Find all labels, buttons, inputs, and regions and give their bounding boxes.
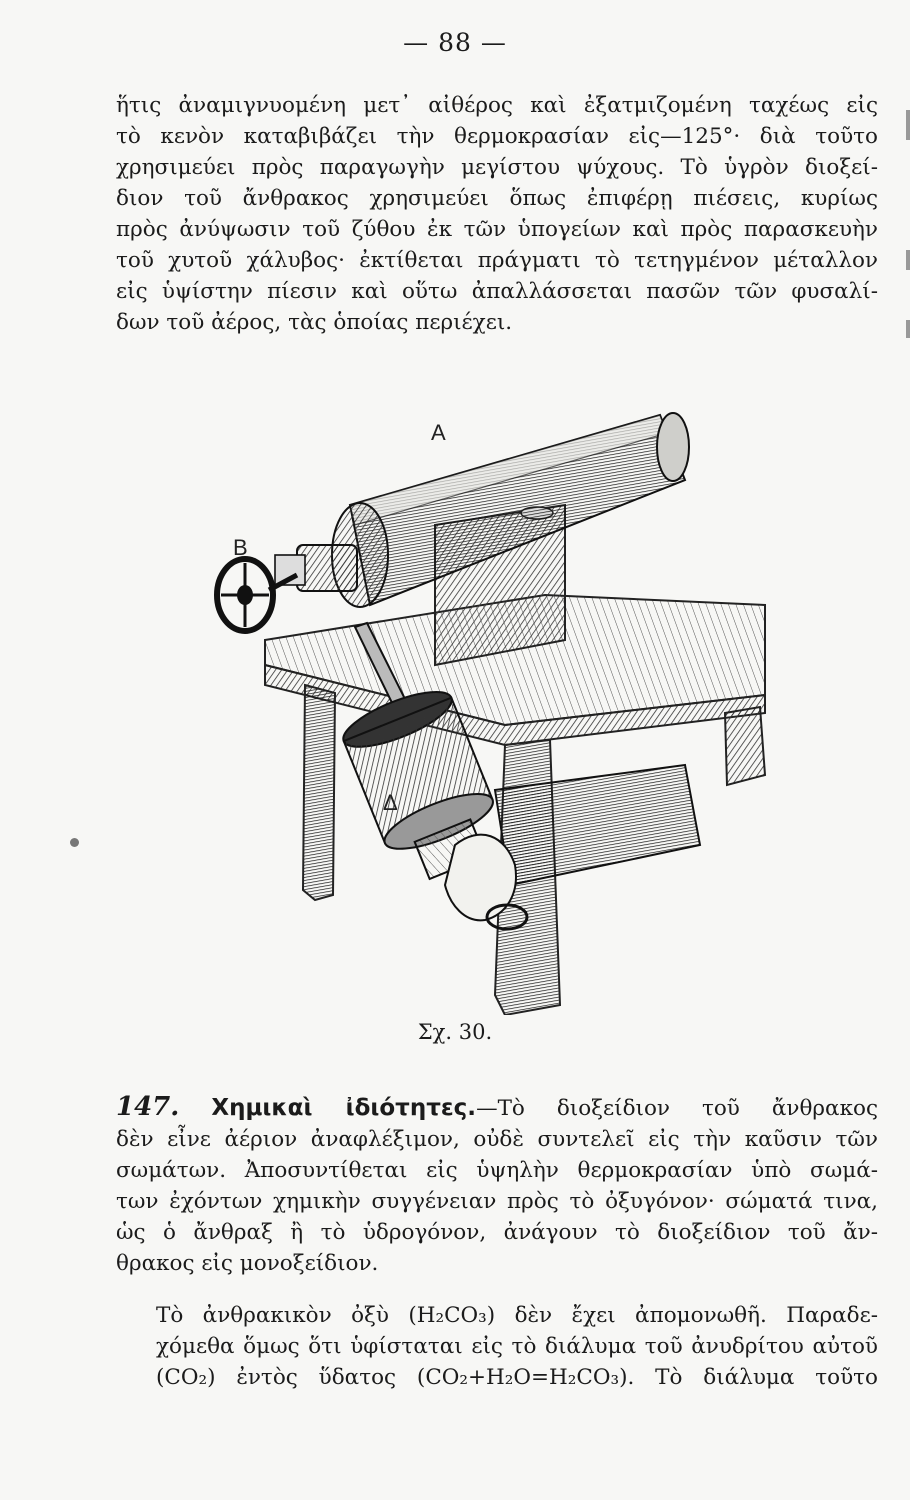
text-line: ἥτις ἀναμιγνυομένη μετ᾽ αἰθέρος καὶ ἐξατμιζομένη ταχέως εἰς [116, 93, 878, 118]
text-line: χρησιμεύει πρὸς παραγωγὴν μεγίστου ψύχους. Τὸ ὑγρὸν διοξεί- [116, 155, 878, 180]
text-line: τὸ κενὸν καταβιβάζει τὴν θερμοκρασίαν εἰς—125°· διὰ τοῦτο [116, 124, 878, 149]
figure-co2-cylinder-engraving [205, 395, 805, 1015]
valve-assembly [275, 545, 357, 591]
engraving-illustration [205, 395, 805, 1015]
page-edge-mark [906, 250, 910, 270]
text-line: δων τοῦ ἀέρος, τὰς ὁποίας περιέχει. [116, 310, 513, 335]
text-line: θρακος εἰς μονοξείδιον. [116, 1251, 379, 1276]
text-line: των ἐχόντων χημικὴν συγγένειαν πρὸς τὸ ὀξυγόνον· σώματά τινα, [116, 1189, 878, 1214]
text-line: χόμεθα ὅμως ὅτι ὑφίσταται εἰς τὸ διάλυμα τοῦ ἀνυδρίτου αὐτοῦ [156, 1334, 878, 1359]
paragraph-carbonic-acid [116, 1300, 878, 1393]
figure-caption: Σχ. 30. [417, 1020, 493, 1044]
text-line: δὲν εἶνε ἀέριον ἀναφλέξιμον, οὐδὲ συντελεῖ εἰς τὴν καῦσιν τῶν [116, 1127, 878, 1152]
text-line: πρὸς ἀνύψωσιν τοῦ ζύθου ἐκ τῶν ὑπογείων καὶ πρὸς παρασκευὴν [116, 217, 878, 242]
label-b: B [233, 535, 248, 560]
page-number: — 88 — [403, 28, 507, 57]
page-edge-mark [906, 110, 910, 140]
page-edge-mark [906, 320, 910, 338]
section-147 [116, 1092, 878, 1279]
label-delta: Δ [383, 790, 398, 815]
section-first-line-text: —Τὸ διοξείδιον τοῦ ἄνθρακος [476, 1096, 878, 1121]
section-title: Χημικαὶ ἰδιότητες. [211, 1095, 477, 1121]
section-heading-line [116, 1092, 878, 1124]
label-a: A [431, 420, 446, 445]
paragraph-co2-uses [116, 90, 878, 338]
ink-speck [70, 838, 79, 847]
text-line: Τὸ ἀνθρακικὸν ὀξὺ (H₂CO₃) δὲν ἔχει ἀπομονωθῆ. Παραδε- [156, 1303, 878, 1328]
text-line: διον τοῦ ἄνθρακος χρησιμεύει ὅπως ἐπιφέρῃ πιέσεις, κυρίως [116, 186, 878, 211]
text-line: σωμάτων. Ἀποσυντίθεται εἰς ὑψηλὴν θερμοκρασίαν ὑπὸ σωμά- [116, 1158, 878, 1183]
text-line: εἰς ὑψίστην πίεσιν καὶ οὕτω ἀπαλλάσσεται πασῶν τῶν φυσαλί- [116, 279, 878, 304]
section-number: 147. [116, 1092, 180, 1122]
text-line: ὡς ὁ ἄνθραξ ἢ τὸ ὑδρογόνον, ἀνάγουν τὸ διοξείδιον τοῦ ἄν- [116, 1220, 878, 1245]
text-line: (CO₂) ἐντὸς ὕδατος (CO₂+H₂O=H₂CO₃). Τὸ διάλυμα τοῦτο [156, 1365, 878, 1390]
text-line: τοῦ χυτοῦ χάλυβος· ἐκτίθεται πράγματι τὸ τετηγμένον μέταλλον [116, 248, 878, 273]
